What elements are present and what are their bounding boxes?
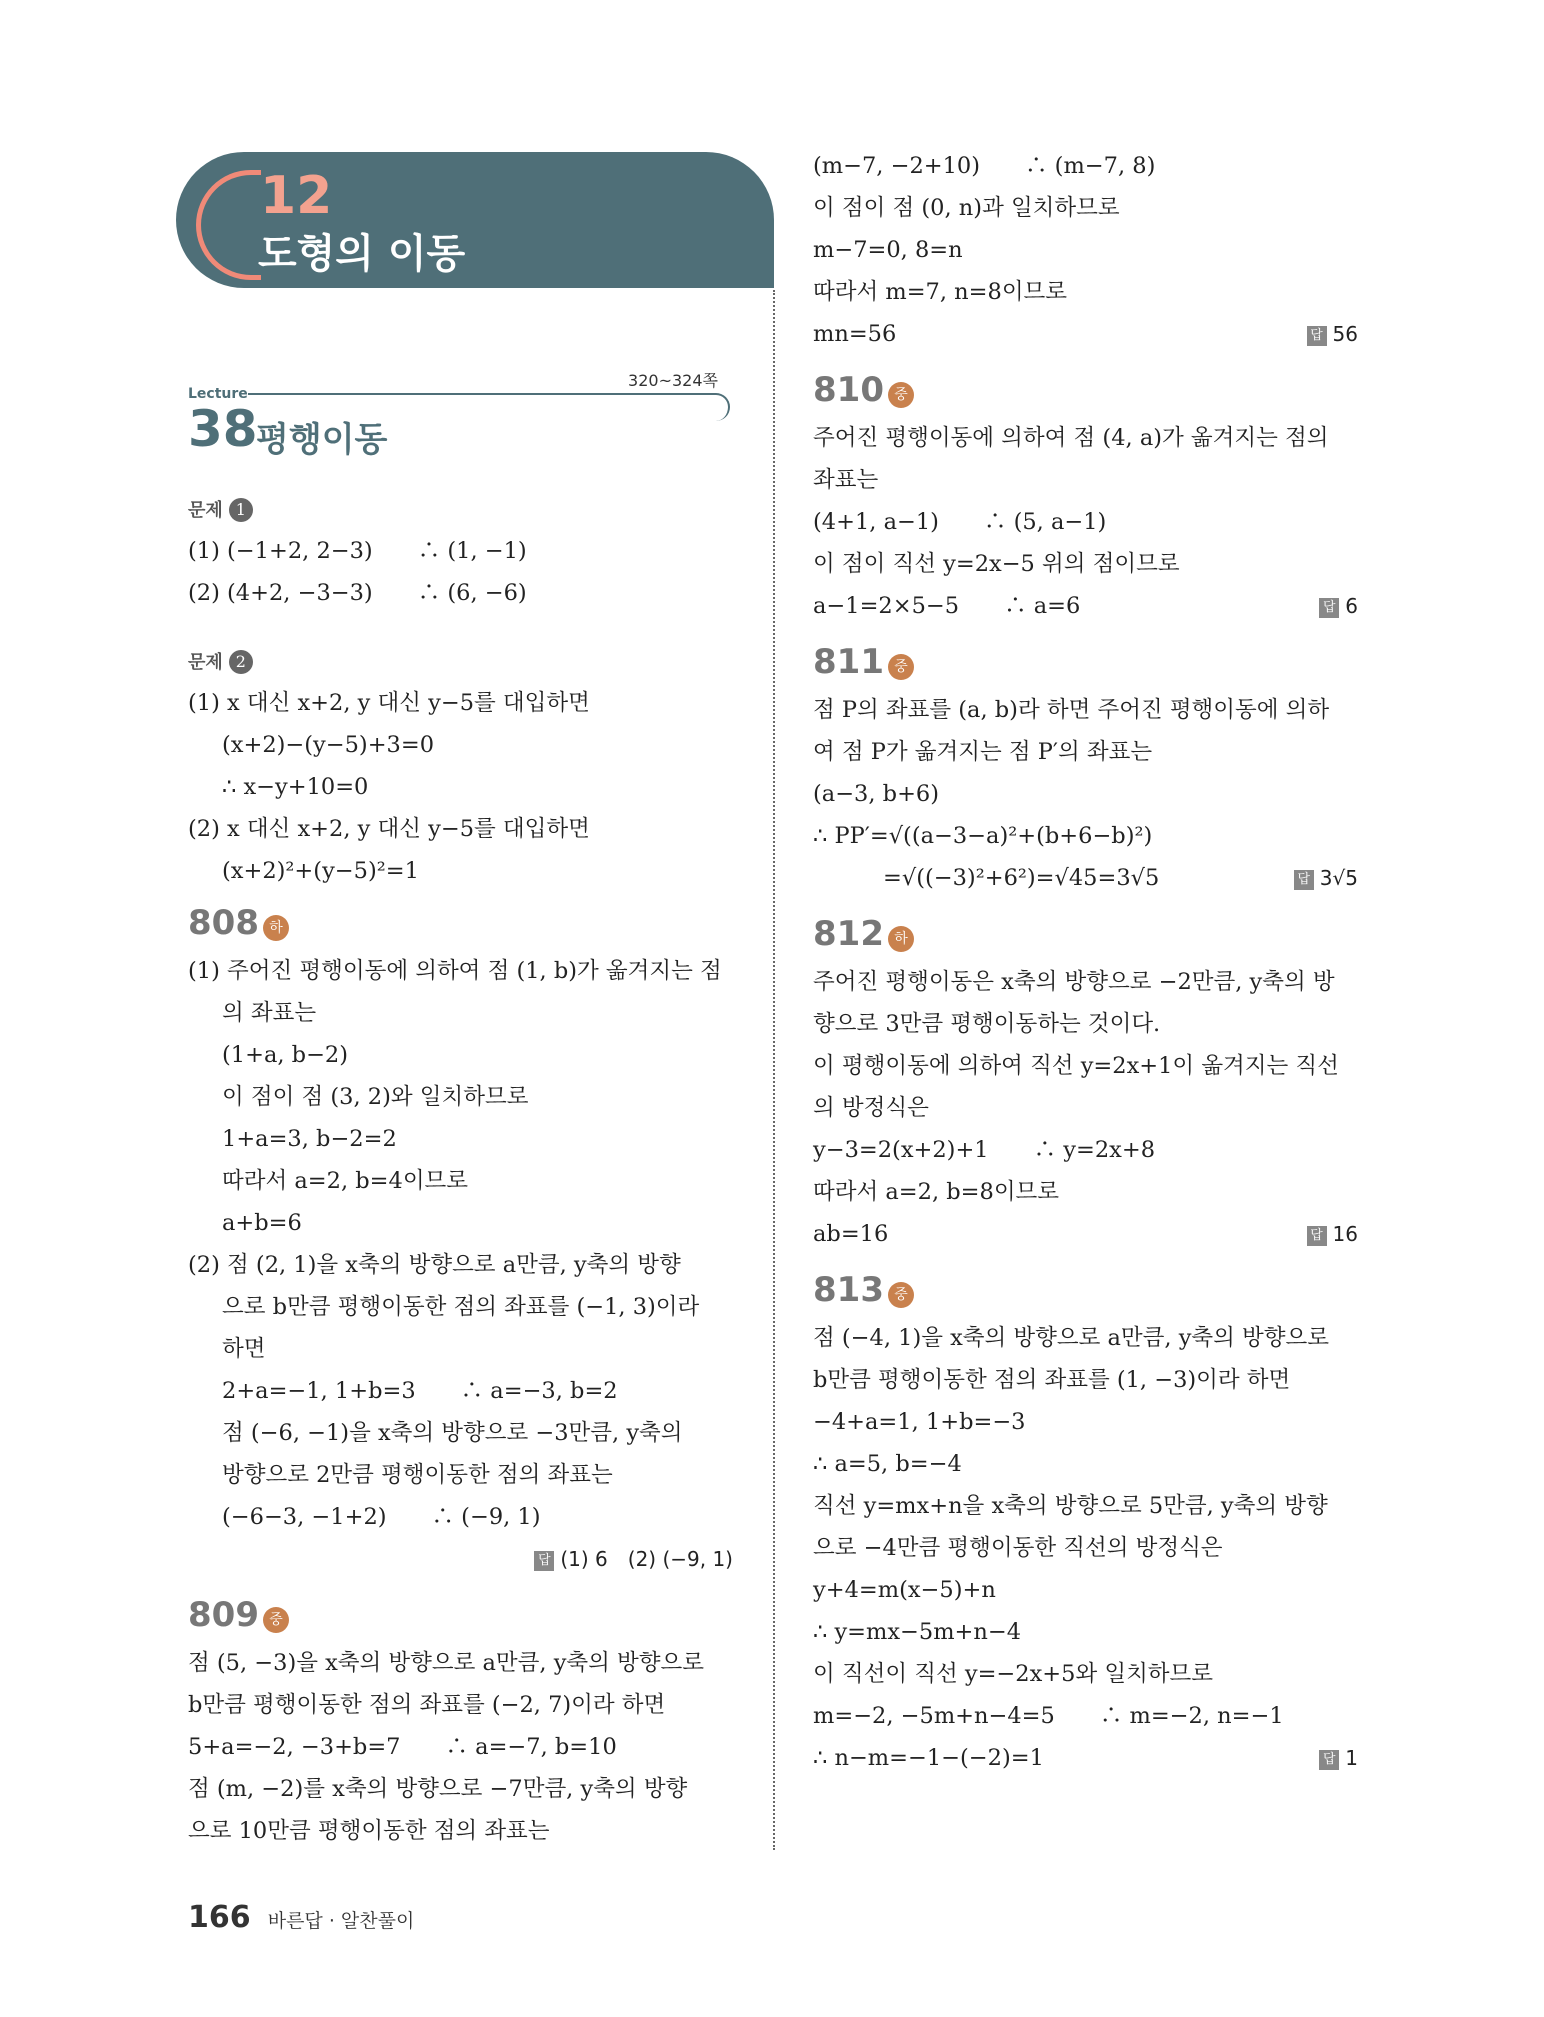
answer: 답 3√5	[1294, 857, 1358, 899]
solution-line: (1+a, b−2)	[222, 1042, 349, 1068]
solution-line: a+b=6	[222, 1210, 302, 1236]
answer: 답 16	[1307, 1213, 1358, 1255]
book-title: 바른답 · 알찬풀이	[267, 1910, 415, 1932]
solution-line: 으로 10만큼 평행이동한 점의 좌표는	[188, 1818, 550, 1844]
level-badge: 하	[888, 926, 914, 952]
chapter-number: 12	[260, 166, 333, 226]
problem2-number-badge: 2	[229, 650, 253, 674]
chapter-arc-decoration	[196, 170, 261, 280]
problem1-line: (2) (4+2, −3−3) ∴ (6, −6)	[188, 580, 527, 606]
solution-line: 점 (−6, −1)을 x축의 방향으로 −3만큼, y축의	[222, 1420, 683, 1446]
problem1-line: (1) (−1+2, 2−3) ∴ (1, −1)	[188, 538, 527, 564]
solution-line: (4+1, a−1) ∴ (5, a−1)	[813, 509, 1107, 535]
answer: 답 56	[1307, 313, 1358, 355]
answer-icon: 답	[534, 1551, 554, 1571]
solution-line: 여 점 P가 옮겨지는 점 P′의 좌표는	[813, 739, 1153, 765]
answer-icon: 답	[1307, 1226, 1327, 1246]
problem-812-heading: 812 하	[813, 913, 1358, 961]
answer: 답 1	[1319, 1737, 1358, 1779]
solution-line: y+4=m(x−5)+n	[813, 1577, 996, 1603]
problem2-line: (1) x 대신 x+2, y 대신 y−5를 대입하면	[188, 690, 590, 716]
lecture-label: Lecture	[188, 386, 248, 402]
answer-row	[188, 1538, 733, 1580]
solution-line: 주어진 평행이동에 의하여 점 (4, a)가 옮겨지는 점의	[813, 425, 1329, 451]
answer: 답 (1) 6 (2) (−9, 1)	[534, 1538, 733, 1580]
solution-line: mn=56 답 56	[813, 313, 1358, 355]
chapter-header	[176, 152, 774, 288]
solution-line: y−3=2(x+2)+1 ∴ y=2x+8	[813, 1137, 1156, 1163]
solution-line: b만큼 평행이동한 점의 좌표를 (−2, 7)이라 하면	[188, 1692, 666, 1718]
page-footer	[188, 1900, 414, 1935]
solution-line: 의 방정식은	[813, 1095, 929, 1121]
problem-810-heading: 810 중	[813, 369, 1358, 417]
problem-809-heading: 809 중	[188, 1594, 733, 1642]
solution-line: 주어진 평행이동은 x축의 방향으로 −2만큼, y축의 방	[813, 969, 1335, 995]
solution-line: 이 점이 점 (3, 2)와 일치하므로	[222, 1084, 529, 1110]
solution-line: 5+a=−2, −3+b=7 ∴ a=−7, b=10	[188, 1734, 617, 1760]
solution-line: 따라서 a=2, b=8이므로	[813, 1179, 1060, 1205]
solution-line: ∴ PP′=√((a−3−a)²+(b+6−b)²)	[813, 823, 1153, 849]
level-badge: 중	[263, 1607, 289, 1633]
solution-line: 이 점이 점 (0, n)과 일치하므로	[813, 195, 1120, 221]
solution-line: ∴ y=mx−5m+n−4	[813, 1619, 1022, 1645]
solution-line: 직선 y=mx+n을 x축의 방향으로 5만큼, y축의 방향	[813, 1493, 1328, 1519]
solution-line: 방향으로 2만큼 평행이동한 점의 좌표는	[222, 1462, 613, 1488]
column-divider	[773, 290, 775, 1850]
problem2-heading: 문제 2	[188, 640, 733, 682]
solution-line: (2) 점 (2, 1)을 x축의 방향으로 a만큼, y축의 방향	[188, 1252, 681, 1278]
level-badge: 중	[888, 382, 914, 408]
solution-line: ∴ a=5, b=−4	[813, 1451, 962, 1477]
problem2-line: ∴ x−y+10=0	[222, 774, 369, 800]
problem2-line: (2) x 대신 x+2, y 대신 y−5를 대입하면	[188, 816, 590, 842]
solution-line: ∴ n−m=−1−(−2)=1 답 1	[813, 1737, 1358, 1779]
level-badge: 중	[888, 654, 914, 680]
answer-icon: 답	[1307, 326, 1327, 346]
solution-line: −4+a=1, 1+b=−3	[813, 1409, 1026, 1435]
solution-line: 향으로 3만큼 평행이동하는 것이다.	[813, 1011, 1161, 1037]
solution-line: =√((−3)²+6²)=√45=3√5 답 3√5	[813, 857, 1358, 899]
answer-icon: 답	[1319, 598, 1339, 618]
solution-line: m−7=0, 8=n	[813, 237, 963, 263]
solution-line: 의 좌표는	[222, 1000, 317, 1026]
solution-line: (m−7, −2+10) ∴ (m−7, 8)	[813, 153, 1156, 179]
solution-line: (−6−3, −1+2) ∴ (−9, 1)	[222, 1504, 541, 1530]
left-column	[188, 488, 733, 1852]
solution-line: 이 평행이동에 의하여 직선 y=2x+1이 옮겨지는 직선	[813, 1053, 1339, 1079]
solution-line: a−1=2×5−5 ∴ a=6 답 6	[813, 585, 1358, 627]
level-badge: 하	[263, 915, 289, 941]
solution-line: 이 직선이 직선 y=−2x+5와 일치하므로	[813, 1661, 1214, 1687]
problem-813-heading: 813 중	[813, 1269, 1358, 1317]
problem1-heading: 문제 1	[188, 488, 733, 530]
level-badge: 중	[888, 1282, 914, 1308]
solution-line: (1) 주어진 평행이동에 의하여 점 (1, b)가 옮겨지는 점	[188, 958, 722, 984]
lecture-header	[188, 368, 748, 458]
problem2-line: (x+2)−(y−5)+3=0	[222, 732, 435, 758]
solution-line: 으로 b만큼 평행이동한 점의 좌표를 (−1, 3)이라	[222, 1294, 700, 1320]
problem-808-heading: 808 하	[188, 902, 733, 950]
solution-line: b만큼 평행이동한 점의 좌표를 (1, −3)이라 하면	[813, 1367, 1291, 1393]
lecture-number: 38	[188, 400, 258, 458]
solution-line: 따라서 m=7, n=8이므로	[813, 279, 1068, 305]
answer: 답 6	[1319, 585, 1358, 627]
right-column	[813, 145, 1358, 1779]
solution-line: 2+a=−1, 1+b=3 ∴ a=−3, b=2	[222, 1378, 618, 1404]
solution-line: 1+a=3, b−2=2	[222, 1126, 397, 1152]
problem1-number-badge: 1	[229, 498, 253, 522]
solution-line: 좌표는	[813, 467, 879, 493]
chapter-title: 도형의 이동	[258, 231, 466, 277]
solution-line: 점 (−4, 1)을 x축의 방향으로 a만큼, y축의 방향으로	[813, 1325, 1329, 1351]
solution-line: 하면	[222, 1336, 266, 1362]
answer-icon: 답	[1294, 870, 1314, 890]
solution-line: 점 P의 좌표를 (a, b)라 하면 주어진 평행이동에 의하	[813, 697, 1330, 723]
solution-line: m=−2, −5m+n−4=5 ∴ m=−2, n=−1	[813, 1703, 1284, 1729]
lecture-title: 평행이동	[256, 420, 388, 460]
problem-811-heading: 811 중	[813, 641, 1358, 689]
page-number: 166	[188, 1900, 251, 1935]
solution-line: ab=16 답 16	[813, 1213, 1358, 1255]
problem2-line: (x+2)²+(y−5)²=1	[222, 858, 419, 884]
solution-line: 따라서 a=2, b=4이므로	[222, 1168, 469, 1194]
solution-line: (a−3, b+6)	[813, 781, 940, 807]
solution-line: 으로 −4만큼 평행이동한 직선의 방정식은	[813, 1535, 1223, 1561]
solution-line: 이 점이 직선 y=2x−5 위의 점이므로	[813, 551, 1180, 577]
solution-line: 점 (m, −2)를 x축의 방향으로 −7만큼, y축의 방향	[188, 1776, 688, 1802]
answer-icon: 답	[1319, 1750, 1339, 1770]
lecture-pages: 320~324쪽	[628, 371, 718, 390]
solution-line: 점 (5, −3)을 x축의 방향으로 a만큼, y축의 방향으로	[188, 1650, 704, 1676]
